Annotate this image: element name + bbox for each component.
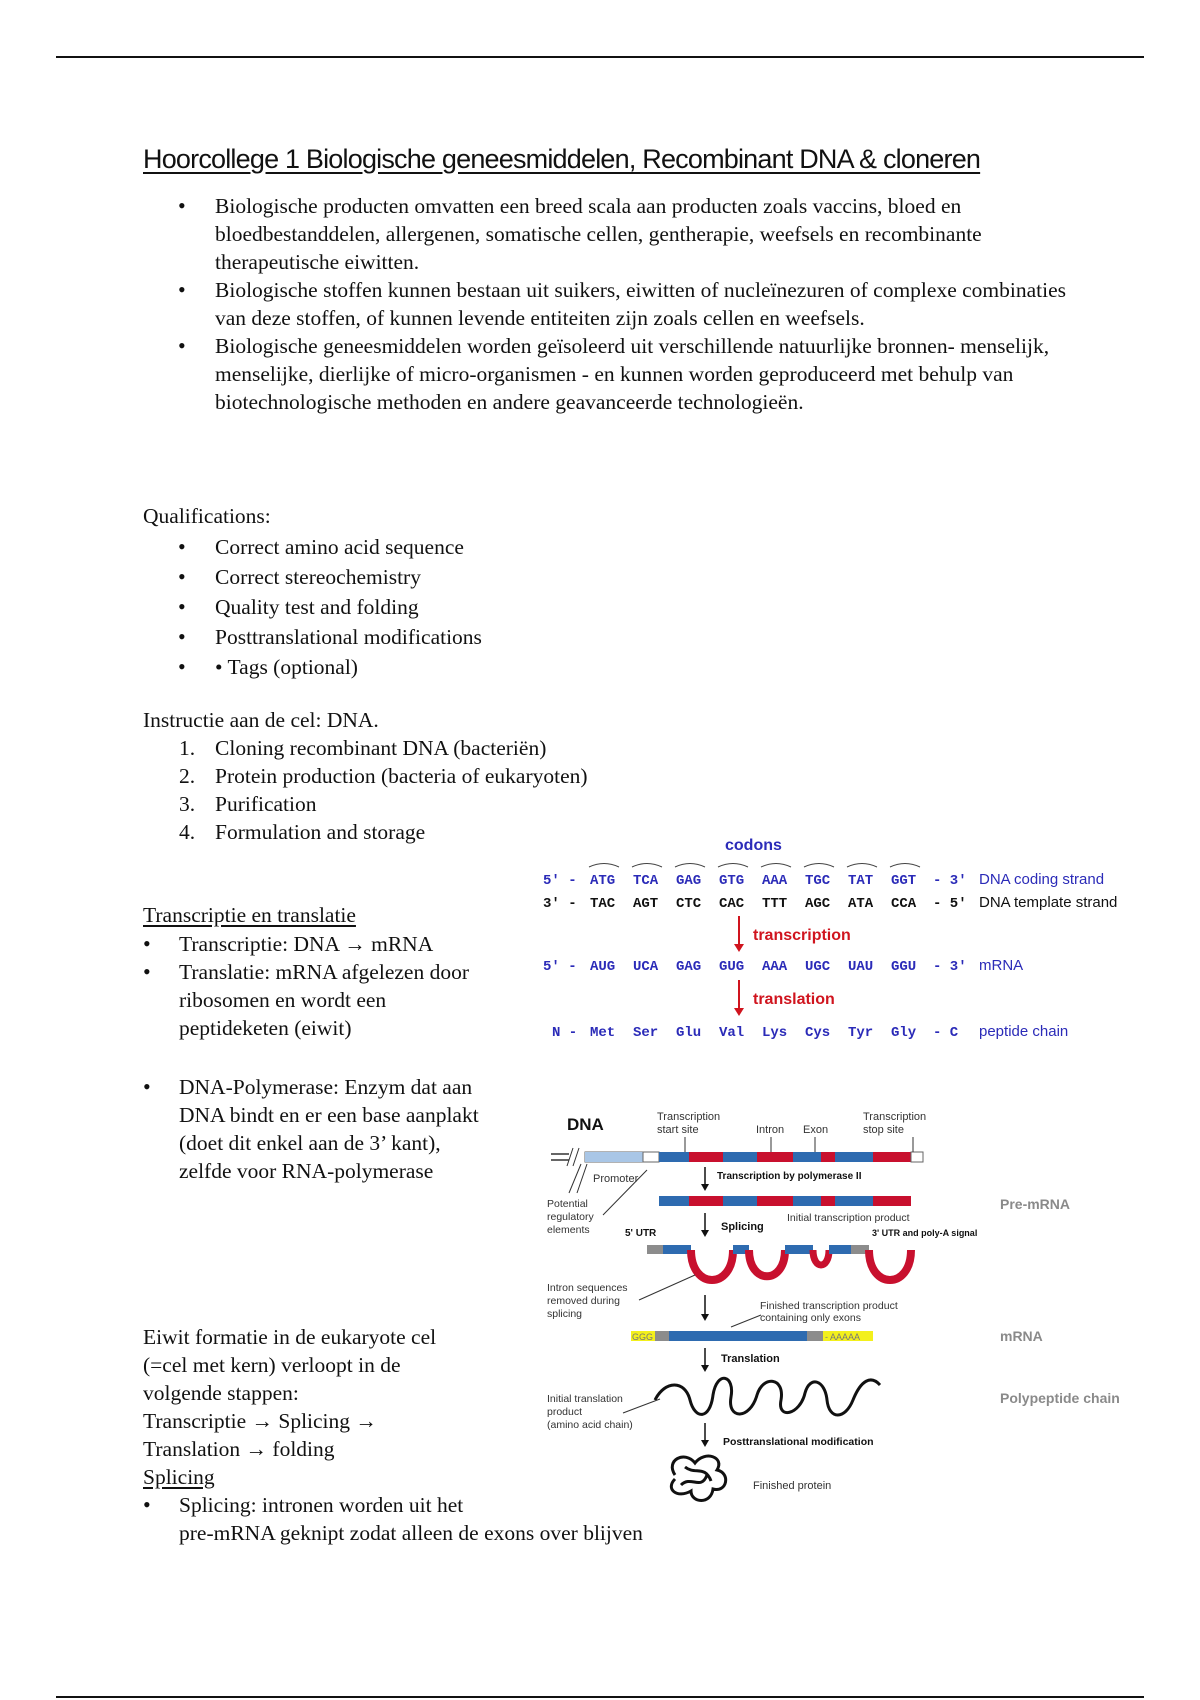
- text-line: Transcription: [863, 1111, 927, 1123]
- coding-strand-label: DNA coding strand: [979, 871, 1105, 888]
- splicing-heading: Splicing: [143, 1465, 215, 1489]
- utr5-label: 5' UTR: [625, 1228, 657, 1239]
- peptide-residue: Cys: [805, 1025, 831, 1040]
- mrna-codons: [590, 959, 916, 975]
- dna-strand: [551, 1137, 923, 1166]
- template-strand-label: DNA template strand: [979, 894, 1118, 911]
- instructie-heading: Instructie aan de cel: DNA.: [143, 708, 379, 732]
- template-suffix: - 5′: [933, 896, 967, 912]
- codons-label: codons: [725, 837, 782, 854]
- list-number: 4.: [179, 820, 196, 844]
- coding-codon: GGT: [891, 873, 917, 889]
- codon-brackets: [589, 864, 920, 868]
- peptide-residue: Lys: [762, 1025, 788, 1040]
- template-codon: CTC: [676, 896, 702, 912]
- down-arrow-icon: [701, 1295, 709, 1321]
- mrna-codon: GGU: [891, 959, 917, 975]
- top-rule: [56, 56, 1144, 58]
- list-number: 2.: [179, 764, 196, 788]
- ptm-label: Posttranslational modification: [723, 1436, 874, 1448]
- coding-codon: ATG: [590, 873, 616, 889]
- template-codon: CCA: [891, 896, 917, 912]
- pre-mrna-strand: [659, 1196, 911, 1206]
- finished-protein-label: Finished protein: [753, 1480, 832, 1492]
- transcriptie-heading: Transcriptie en translatie: [143, 903, 356, 927]
- tx-by-polymerase-label: Transcription by polymerase II: [717, 1171, 862, 1182]
- mrna-side-label: mRNA: [1000, 1328, 1043, 1344]
- initial-tx-product-label: Initial transcription product: [787, 1212, 910, 1224]
- peptide-residue: Ser: [633, 1025, 659, 1040]
- list-item: [143, 790, 643, 818]
- mrna-codon: UCA: [633, 959, 659, 975]
- text-line: splicing: [547, 1308, 583, 1320]
- coding-codon: GTG: [719, 873, 745, 889]
- transcription-label: transcription: [753, 927, 851, 944]
- text-line: start site: [657, 1124, 699, 1136]
- promoter-label: Promoter: [593, 1173, 639, 1185]
- text-line: Finished transcription product: [760, 1300, 898, 1312]
- text-line: Transcriptie → Splicing →: [143, 1409, 377, 1433]
- text-line: containing only exons: [760, 1312, 861, 1324]
- text-line: (amino acid chain): [547, 1419, 633, 1431]
- peptide-residue: Tyr: [848, 1025, 874, 1040]
- potential-regulatory-label: [547, 1198, 597, 1236]
- text-line: elements: [547, 1224, 590, 1236]
- mature-mrna-strand: [631, 1331, 873, 1342]
- text-line: Transcription: [657, 1111, 721, 1123]
- peptide-label: peptide chain: [979, 1023, 1069, 1040]
- list-item: • Biologische producten omvatten een breed scala aan producten zoals vaccins, bloed en bloedbestanddelen, allergenen, somatische cellen, gentherapie, weefsels en recombinante therapeutische eiwitten.: [143, 192, 1083, 276]
- list-item: • Transcriptie: DNA → mRNA: [143, 930, 483, 958]
- intro-bullet-list: [143, 192, 1083, 416]
- page-title: Hoorcollege 1 Biologische geneesmiddelen, Recombinant DNA & cloneren: [143, 144, 981, 174]
- mrna-codon: UAU: [848, 959, 874, 975]
- list-item: • Quality test and folding: [143, 592, 743, 622]
- peptide-residue: Val: [719, 1025, 745, 1040]
- template-codon: AGT: [633, 896, 659, 912]
- template-codon: TTT: [762, 896, 788, 912]
- list-text: Cloning recombinant DNA (bacteriën): [215, 736, 547, 760]
- finished-tx-label: [760, 1300, 901, 1324]
- list-item: • • Tags (optional): [143, 652, 743, 682]
- dna-label: DNA: [567, 1115, 604, 1134]
- mrna-codon: UGC: [805, 959, 831, 975]
- list-text: Protein production (bacteria of eukaryoten): [215, 764, 588, 788]
- cap-label: GGG: [632, 1332, 654, 1342]
- coding-codon: TGC: [805, 873, 831, 889]
- peptide-suffix: - C: [933, 1025, 959, 1040]
- text-line: pre-mRNA geknipt zodat alleen de exons over blijven: [179, 1521, 643, 1545]
- tx-start-label: [657, 1111, 723, 1136]
- peptide-residue: Glu: [676, 1025, 702, 1040]
- intron-removed-label: [547, 1282, 630, 1320]
- polya-label: - AAAAA: [825, 1332, 861, 1342]
- text-line: volgende stappen:: [143, 1381, 299, 1405]
- intron-label: Intron: [756, 1124, 785, 1136]
- down-arrow-icon: [701, 1213, 709, 1237]
- coding-prefix: 5′ -: [543, 873, 577, 889]
- translation-arrow-icon: [734, 980, 744, 1016]
- down-arrow-icon: [701, 1167, 709, 1191]
- list-item: • DNA-Polymerase: Enzym dat aan DNA bindt en er een base aanplakt (doet dit enkel aan de 3’ kant), zelfde voor RNA-polymerase: [143, 1073, 483, 1185]
- peptide-residues: [590, 1025, 917, 1040]
- gene-expression-figure: [535, 1095, 1145, 1515]
- pre-mrna-label: Pre-mRNA: [1000, 1196, 1071, 1212]
- polypeptide-side-label: Polypeptide chain: [1000, 1390, 1120, 1406]
- splicing-loops: [647, 1245, 911, 1280]
- list-text: Formulation and storage: [215, 820, 426, 844]
- initial-translation-label: [547, 1393, 633, 1431]
- translation-label: translation: [753, 991, 835, 1008]
- tx-stop-label: [863, 1111, 929, 1136]
- coding-codon: AAA: [762, 873, 788, 889]
- polymerase-list: [143, 1073, 483, 1185]
- template-prefix: 3′ -: [543, 896, 577, 912]
- mrna-codon: AAA: [762, 959, 788, 975]
- text-line: Initial translation: [547, 1393, 623, 1405]
- peptide-residue: Met: [590, 1025, 616, 1040]
- peptide-prefix: N -: [552, 1025, 578, 1040]
- text-line: • Splicing: intronen worden uit het: [179, 1493, 464, 1517]
- template-codons: [590, 896, 917, 912]
- text-line: product: [547, 1406, 583, 1418]
- mrna-codon: AUG: [590, 959, 616, 975]
- list-item: • Posttranslational modifications: [143, 622, 743, 652]
- list-item: • Correct amino acid sequence: [143, 532, 743, 562]
- coding-codon: TCA: [633, 873, 659, 889]
- text-line: Eiwit formatie in de eukaryote cel: [143, 1325, 437, 1349]
- mrna-prefix: 5′ -: [543, 959, 577, 975]
- transcriptie-list: [143, 930, 483, 1042]
- coding-codon: TAT: [848, 873, 874, 889]
- template-codon: TAC: [590, 896, 616, 912]
- text-line: regulatory: [547, 1211, 594, 1223]
- text-line: Intron sequences: [547, 1282, 628, 1294]
- template-codon: ATA: [848, 896, 874, 912]
- list-item: • Biologische stoffen kunnen bestaan uit suikers, eiwitten of nucleïnezuren of complexe combinaties van deze stoffen, of kunnen levende entiteiten zijn zoals cellen en weefsels.: [143, 276, 1083, 332]
- text-line: Translation → folding: [143, 1437, 335, 1461]
- mrna-suffix: - 3′: [933, 959, 967, 975]
- list-item: [143, 762, 643, 790]
- qualifications-list: [143, 532, 743, 682]
- list-text: Purification: [215, 792, 317, 816]
- eiwit-formatie-text: [143, 1323, 503, 1491]
- down-arrow-icon: [701, 1348, 709, 1372]
- peptide-residue: Gly: [891, 1025, 917, 1040]
- text-line: removed during: [547, 1295, 620, 1307]
- translation-step-label: Translation: [721, 1353, 780, 1365]
- folded-protein-icon: [671, 1456, 725, 1500]
- list-item: • Translatie: mRNA afgelezen door ribosomen en wordt een peptideketen (eiwit): [143, 958, 483, 1042]
- text-line: (=cel met kern) verloopt in de: [143, 1353, 401, 1377]
- template-codon: AGC: [805, 896, 831, 912]
- coding-codons: [590, 873, 916, 889]
- exon-label: Exon: [803, 1124, 829, 1136]
- mrna-codon: GAG: [676, 959, 702, 975]
- codon-figure: [535, 830, 1145, 1040]
- splicing-step-label: Splicing: [721, 1221, 764, 1233]
- text-line: Potential: [547, 1198, 588, 1210]
- transcription-arrow-icon: [734, 916, 744, 952]
- mrna-label: mRNA: [979, 957, 1024, 974]
- qualifications-heading: Qualifications:: [143, 504, 271, 528]
- list-item: • Correct stereochemistry: [143, 562, 743, 592]
- list-item: • Biologische geneesmiddelen worden geïsoleerd uit verschillende natuurlijke bronnen- menselijk, menselijke, dierlijke of micro-organismen - en kunnen worden geproduceerd met behulp van biotechnologische methoden en andere geavanceerde technologieën.: [143, 332, 1083, 416]
- list-number: 3.: [179, 792, 196, 816]
- mrna-codon: GUG: [719, 959, 745, 975]
- text-line: stop site: [863, 1124, 904, 1136]
- coding-codon: GAG: [676, 873, 702, 889]
- list-item: [143, 734, 643, 762]
- polypeptide-chain: [655, 1378, 880, 1415]
- bottom-rule: [56, 1696, 1144, 1698]
- template-codon: CAC: [719, 896, 745, 912]
- utr3-label: 3' UTR and poly-A signal: [872, 1228, 978, 1238]
- down-arrow-icon: [701, 1423, 709, 1447]
- coding-suffix: - 3′: [933, 873, 967, 889]
- list-number: 1.: [179, 736, 196, 760]
